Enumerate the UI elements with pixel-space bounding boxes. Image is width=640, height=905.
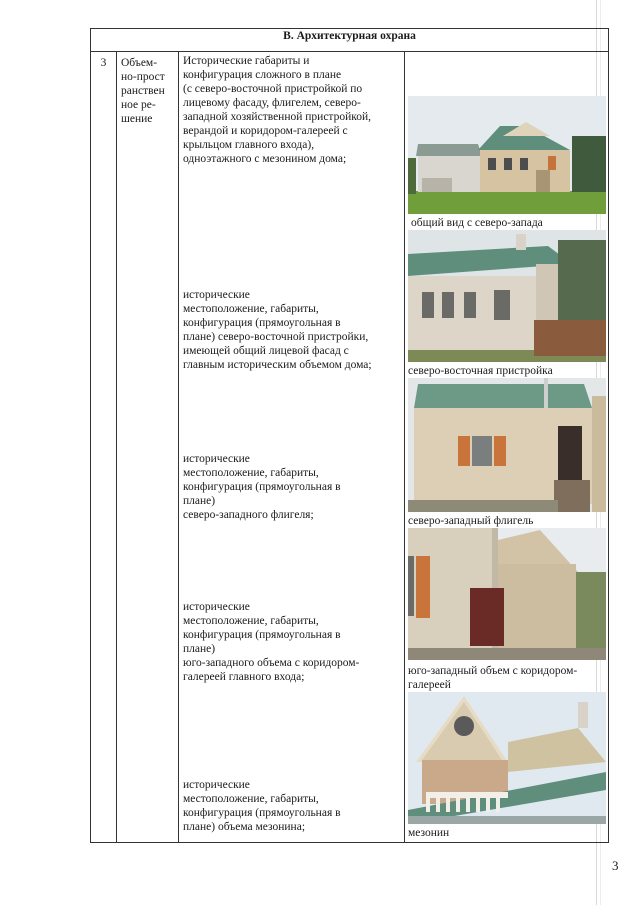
photo-caption: общий вид с северо-запада <box>411 217 543 229</box>
description-line: плане) <box>183 643 216 655</box>
description-line: плане) объема мезонина; <box>183 821 306 833</box>
description-line: галереей главного входа; <box>183 671 305 683</box>
house-photo <box>408 528 606 660</box>
row-name-line: но-прост <box>121 71 165 83</box>
row-name-line: Объем- <box>121 57 158 69</box>
description-line: лицевому фасаду, флигелем, северо- <box>183 97 361 109</box>
house-photo <box>408 96 606 214</box>
protection-table <box>90 28 609 843</box>
photo-caption: северо-западный флигель <box>408 515 534 527</box>
description-line: местоположение, габариты, <box>183 615 319 627</box>
description-column <box>179 52 405 843</box>
description-line: западной хозяйственной пристройкой, <box>183 111 372 123</box>
row-number: 3 <box>91 52 117 843</box>
description-line: конфигурация (прямоугольная в <box>183 317 341 329</box>
photo-caption: юго-западный объем с коридором-галереей <box>408 665 578 691</box>
row-name <box>117 52 179 843</box>
description-line: плане) северо-восточной пристройки, <box>183 331 369 343</box>
description-4 <box>183 600 399 684</box>
description-2 <box>183 288 399 372</box>
row-name-line: шение <box>121 113 153 125</box>
description-line: юго-западного объема с коридором- <box>183 657 360 669</box>
description-line: конфигурация (прямоугольная в <box>183 481 341 493</box>
description-line: конфигурация (прямоугольная в <box>183 629 341 641</box>
description-line: Исторические габариты и <box>183 55 310 67</box>
description-line: местоположение, габариты, <box>183 793 319 805</box>
house-photo <box>408 692 606 824</box>
section-header: В. Архитектурная охрана <box>91 29 609 52</box>
row-name-line: ное ре- <box>121 99 156 111</box>
description-line: главным историческим объемом дома; <box>183 359 372 371</box>
description-line: (с северо-восточной пристройкой по <box>183 83 363 95</box>
description-1 <box>183 54 399 166</box>
description-line: исторические <box>183 779 250 791</box>
house-photo <box>408 230 606 362</box>
photo-caption: северо-восточная пристройка <box>408 365 553 377</box>
row-name-line: ранствен <box>121 85 165 97</box>
description-line: исторические <box>183 453 250 465</box>
description-line: местоположение, габариты, <box>183 467 319 479</box>
description-line: конфигурация (прямоугольная в <box>183 807 341 819</box>
description-3 <box>183 452 399 522</box>
photo-caption: мезонин <box>408 827 450 839</box>
description-line: одноэтажного с мезонином дома; <box>183 153 347 165</box>
description-line: местоположение, габариты, <box>183 303 319 315</box>
description-line: конфигурация сложного в плане <box>183 69 342 81</box>
description-line: исторические <box>183 601 250 613</box>
page-number: 3 <box>612 858 619 873</box>
house-photo <box>408 378 606 512</box>
description-line: крыльцом главного входа), <box>183 139 315 151</box>
description-line: исторические <box>183 289 250 301</box>
description-line: плане) <box>183 495 216 507</box>
photo-column <box>405 52 609 843</box>
description-line: имеющей общий лицевой фасад с <box>183 345 349 357</box>
description-line: северо-западного флигеля; <box>183 509 314 521</box>
description-5 <box>183 778 399 834</box>
description-line: верандой и коридором-галереей с <box>183 125 348 137</box>
